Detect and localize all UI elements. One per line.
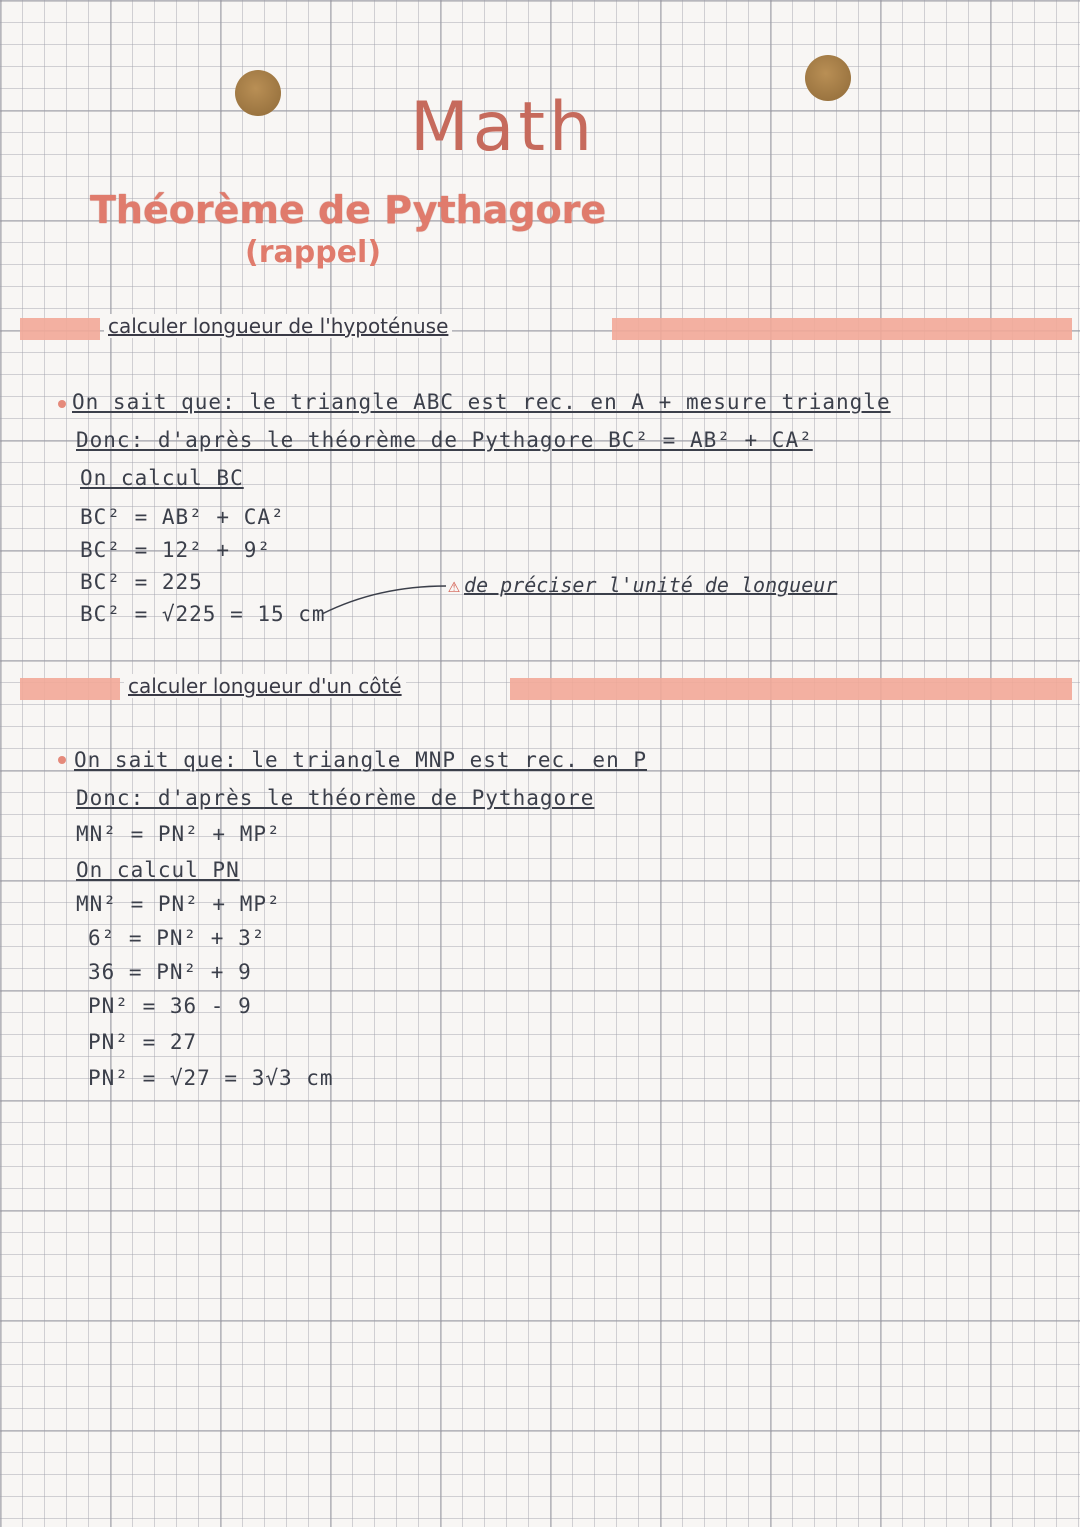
- section1-bullet: [58, 400, 66, 408]
- page-title: Math: [410, 88, 597, 167]
- section2-line-9: PN² = 27: [88, 1030, 198, 1054]
- subtitle: Théorème de Pythagore: [90, 188, 607, 232]
- subtitle-note: (rappel): [245, 235, 382, 270]
- warning-icon: ⚠: [448, 573, 461, 597]
- section2-line-3: MN² = PN² + MP²: [76, 822, 281, 846]
- section1-line-7: BC² = √225 = 15 cm: [80, 602, 326, 626]
- section1-line-3: On calcul BC: [80, 466, 244, 490]
- section2-highlight-right: [510, 678, 1072, 700]
- section2-line-5: MN² = PN² + MP²: [76, 892, 281, 916]
- binder-hole-right: [805, 55, 851, 101]
- section1-line-1: On sait que: le triangle ABC est rec. en A + mesure triangle: [72, 390, 891, 414]
- section1-line-5: BC² = 12² + 9²: [80, 538, 272, 562]
- section2-highlight-left: [20, 678, 120, 700]
- unit-note-text: de préciser l'unité de longueur: [464, 573, 838, 597]
- section2-line-4: On calcul PN: [76, 858, 240, 882]
- unit-note: [448, 573, 837, 597]
- section2-line-7: 36 = PN² + 9: [88, 960, 252, 984]
- section2-line-8: PN² = 36 - 9: [88, 994, 252, 1018]
- section1-heading: calculer longueur de l'hypoténuse: [104, 314, 452, 338]
- section2-bullet: [58, 756, 66, 764]
- section2-line-10: PN² = √27 = 3√3 cm: [88, 1066, 334, 1090]
- section1-line-4: BC² = AB² + CA²: [80, 505, 285, 529]
- section1-line-2: Donc: d'après le théorème de Pythagore BC² = AB² + CA²: [76, 428, 813, 452]
- note-arrow: [318, 580, 450, 620]
- binder-hole-left: [235, 70, 281, 116]
- section2-line-1: On sait que: le triangle MNP est rec. en P: [74, 748, 648, 772]
- section2-line-2: Donc: d'après le théorème de Pythagore: [76, 786, 595, 810]
- section1-highlight-right: [612, 318, 1072, 340]
- section1-line-6: BC² = 225: [80, 570, 203, 594]
- section2-heading: calculer longueur d'un côté: [124, 674, 406, 698]
- section2-line-6: 6² = PN² + 3²: [88, 926, 266, 950]
- section1-highlight-left: [20, 318, 100, 340]
